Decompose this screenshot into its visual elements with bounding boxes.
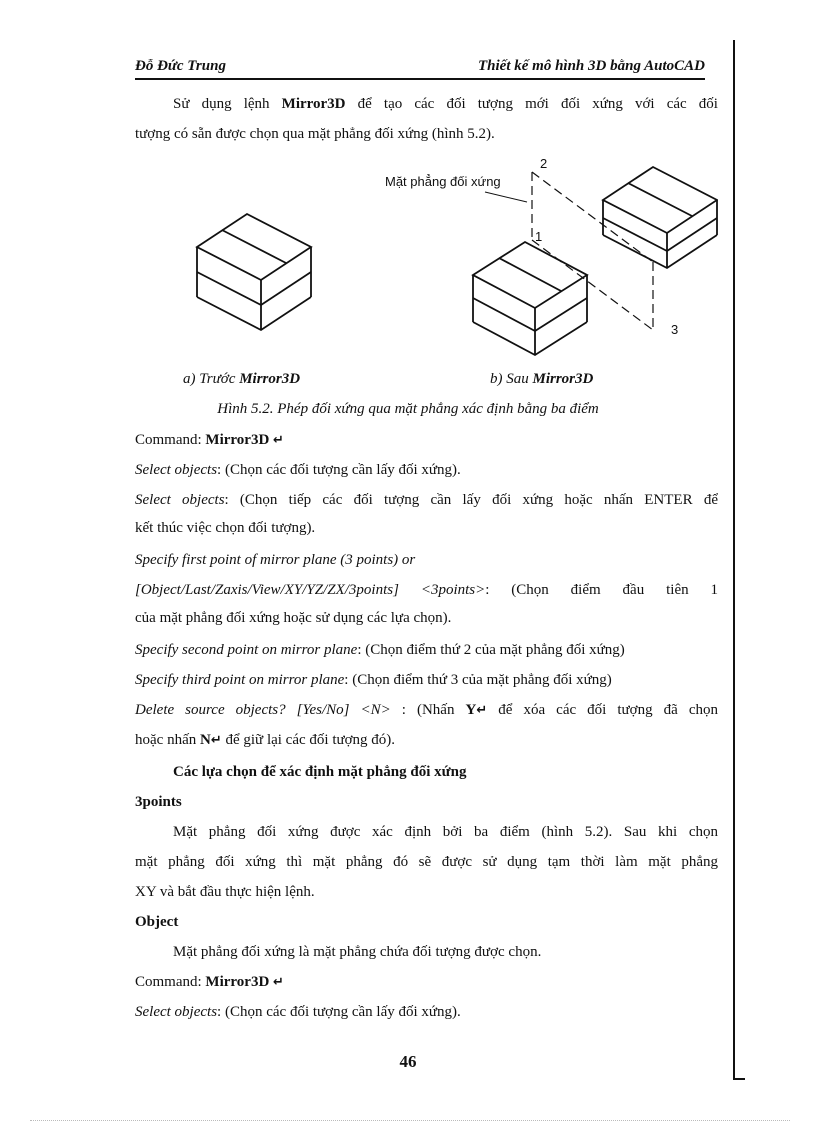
box-after-upper (603, 167, 717, 268)
delete-source-line: Delete source objects? [Yes/No] <N> : (Nhấn Y↵ để xóa các đối tượng đã chọn (135, 702, 718, 718)
enter-icon: ↵ (273, 975, 284, 990)
caption-b: b) Sau Mirror3D (490, 371, 594, 387)
3points-para-1: Mặt phẳng đối xứng được xác định bởi ba điểm (hình 5.2). Sau khi chọn (173, 824, 718, 840)
intro-line-2: tượng có sẵn được chọn qua mặt phẳng đối xứng (hình 5.2). (135, 126, 495, 142)
intro-text-a: Sử dụng lệnh (173, 96, 282, 112)
box-after-lower (473, 242, 587, 355)
plane-label-leader (485, 192, 527, 202)
figure-caption: Hình 5.2. Phép đối xứng qua mặt phẳng xác định bằng ba điểm (217, 401, 599, 417)
enter-icon: ↵ (476, 703, 488, 718)
mirror-plane-label: Mặt phẳng đối xứng (385, 174, 501, 189)
command-line-1: Command: Mirror3D ↵ (135, 432, 284, 448)
first-point-prompt: Specify first point of mirror plane (3 points) or (135, 552, 416, 568)
page-header (135, 56, 705, 80)
intro-text-b: để tạo các đối tượng mới đối xứng với các đối (345, 96, 718, 112)
3points-para-3: XY và bắt đầu thực hiện lệnh. (135, 884, 315, 900)
intro-command: Mirror3D (281, 96, 346, 112)
select-objects-1: Select objects: (Chọn các đối tượng cần lấy đối xứng). (135, 462, 461, 478)
figure-5-2 (135, 150, 718, 370)
page-border-right (733, 40, 735, 1080)
second-point-line: Specify second point on mirror plane: (Chọn điểm thứ 2 của mặt phẳng đối xứng) (135, 642, 625, 658)
section-heading: Các lựa chọn để xác định mặt phẳng đối xứng (173, 764, 467, 780)
command-line-2: Command: Mirror3D ↵ (135, 974, 284, 990)
delete-source-cont: hoặc nhấn N↵ để giữ lại các đối tượng đó). (135, 732, 396, 748)
point-2-label: 2 (540, 156, 548, 171)
subheading-object: Object (135, 914, 179, 930)
caption-a: a) Trước Mirror3D (183, 371, 301, 387)
intro-line-1 (173, 94, 718, 114)
page-number: 46 (399, 1052, 417, 1071)
header-author: Đỗ Đức Trung (135, 58, 226, 74)
3points-para-2: mặt phẳng đối xứng thì mặt phẳng đó sẽ được sử dụng tạm thời làm mặt phẳng (135, 854, 718, 870)
subheading-3points: 3points (135, 794, 182, 810)
select-objects-2: Select objects: (Chọn tiếp các đối tượng cần lấy đối xứng hoặc nhấn ENTER để (135, 492, 718, 508)
options-line: [Object/Last/Zaxis/View/XY/YZ/ZX/3points] <3points>: (Chọn điểm đầu tiên 1 (135, 582, 718, 598)
enter-icon: ↵ (210, 733, 222, 748)
point-1-label: 1 (535, 229, 543, 244)
header-title: Thiết kế mô hình 3D bằng AutoCAD (478, 58, 705, 74)
object-para: Mặt phẳng đối xứng là mặt phẳng chứa đối tượng được chọn. (173, 944, 542, 960)
page-border-corner (733, 1078, 745, 1080)
select-objects-3: Select objects: (Chọn các đối tượng cần lấy đối xứng). (135, 1004, 461, 1020)
box-before (197, 214, 311, 330)
select-objects-2-cont: kết thúc việc chọn đối tượng). (135, 520, 316, 536)
point-3-label: 3 (671, 322, 679, 337)
third-point-line: Specify third point on mirror plane: (Chọn điểm thứ 3 của mặt phẳng đối xứng) (135, 672, 612, 688)
enter-icon: ↵ (273, 433, 284, 448)
options-line-cont: của mặt phẳng đối xứng hoặc sử dụng các lựa chọn). (135, 610, 452, 626)
bottom-dotted-rule (30, 1120, 790, 1121)
